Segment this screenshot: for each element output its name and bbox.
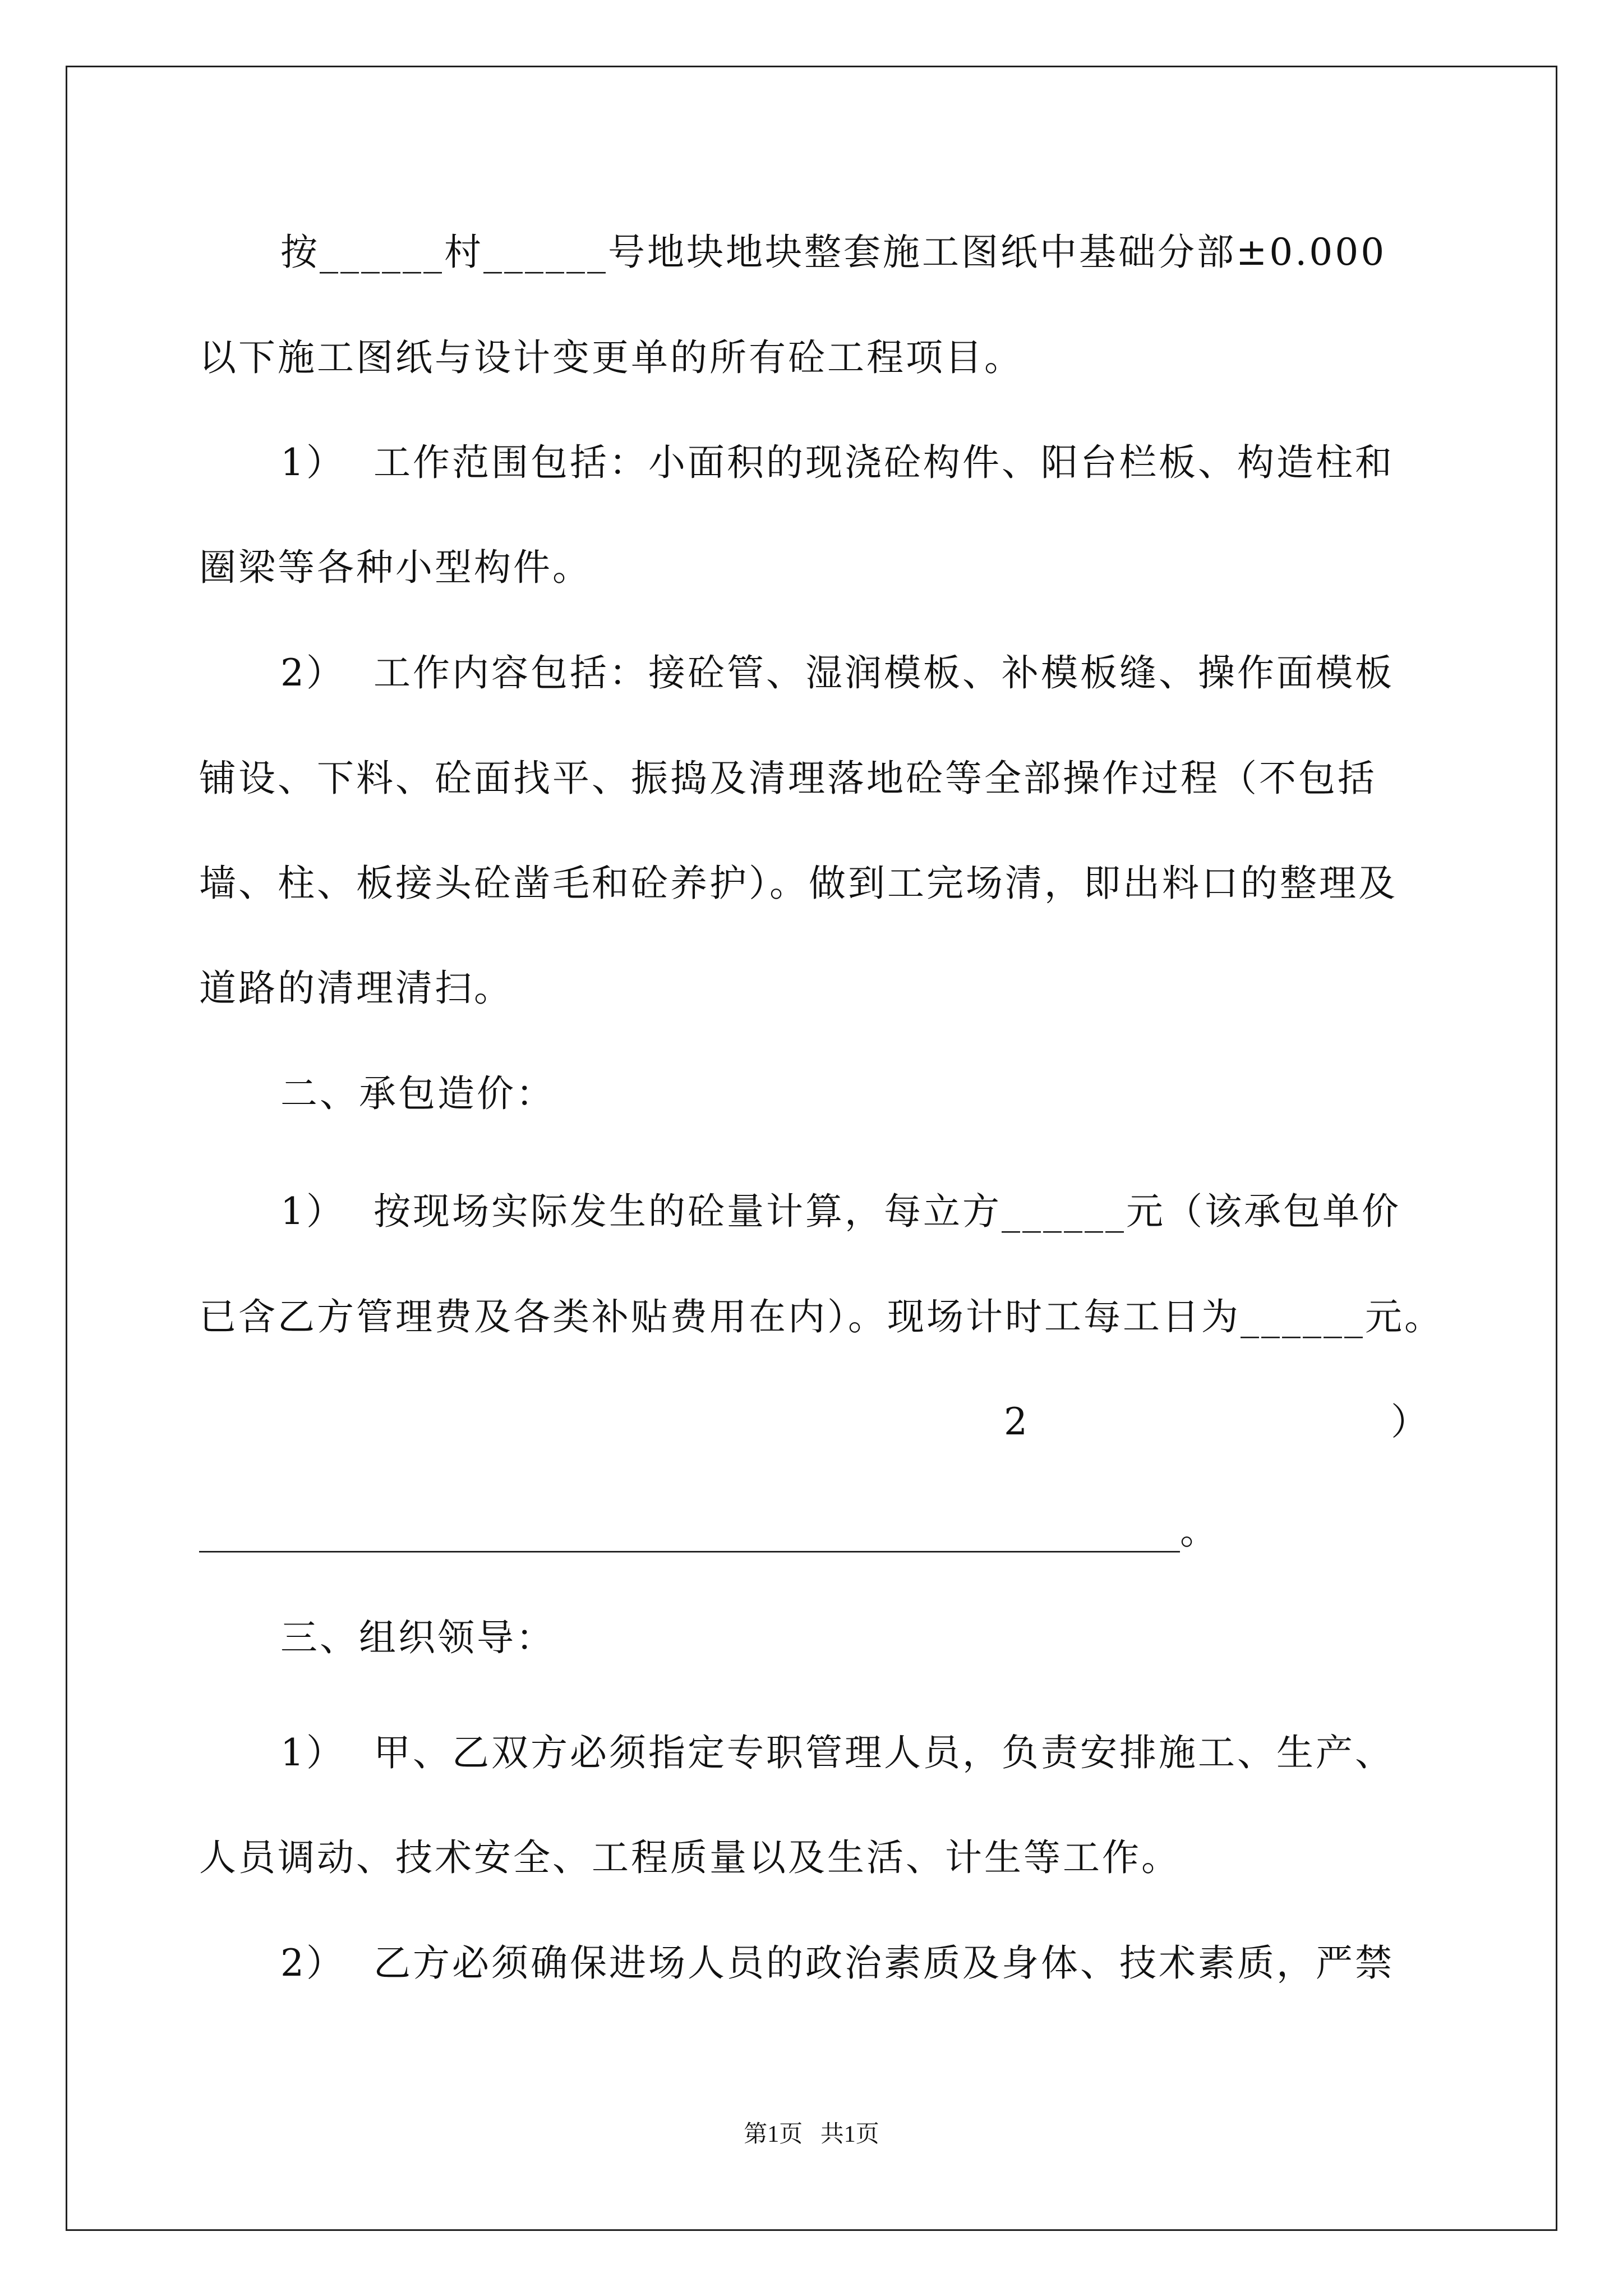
paragraph-line: 1） 按现场实际发生的砼量计算，每立方______元（该承包单价 <box>280 1190 1401 1233</box>
paragraph-line: 圈梁等各种小型构件。 <box>199 546 592 589</box>
paragraph-line: 铺设、下料、砼面找平、振捣及清理落地砼等全部操作过程（不包括 <box>199 757 1377 800</box>
paragraph-line: 1） 工作范围包括：小面积的现浇砼构件、阳台栏板、构造柱和 <box>280 441 1394 484</box>
section-heading: 二、承包造价： <box>280 1072 555 1115</box>
paragraph-line: 1） 甲、乙双方必须指定专职管理人员，负责安排施工、生产、 <box>280 1731 1394 1774</box>
paragraph-line: 2） 工作内容包括：接砼管、湿润模板、补模板缝、操作面模板 <box>280 651 1394 694</box>
page-footer: 第1页 共1页 <box>744 2122 879 2147</box>
paragraph-line: 按______村______号地块地块整套施工图纸中基础分部±0.000 <box>280 231 1387 274</box>
paragraph-line: 以下施工图纸与设计变更单的所有砼工程项目。 <box>199 336 1023 379</box>
paragraph-fragment: ） <box>1391 1400 1428 1443</box>
paragraph-line: 2） 乙方必须确保进场人员的政治素质及身体、技术素质，严禁 <box>280 1941 1394 1985</box>
paragraph-line: 已含乙方管理费及各类补贴费用在内）。现场计时工每工日为______元。 <box>199 1295 1444 1338</box>
paragraph-line: 人员调动、技术安全、工程质量以及生活、计生等工作。 <box>199 1836 1181 1879</box>
paragraph-line: 道路的清理清扫。 <box>199 967 513 1010</box>
blank-fill-line: _____________________________________________________。 <box>199 1510 1217 1553</box>
paragraph-fragment: 2 <box>1004 1400 1027 1443</box>
page-border <box>66 66 1557 2231</box>
paragraph-line: 墙、柱、板接头砼凿毛和砼养护）。做到工完场清，即出料口的整理及 <box>199 862 1398 905</box>
section-heading: 三、组织领导： <box>280 1616 555 1659</box>
